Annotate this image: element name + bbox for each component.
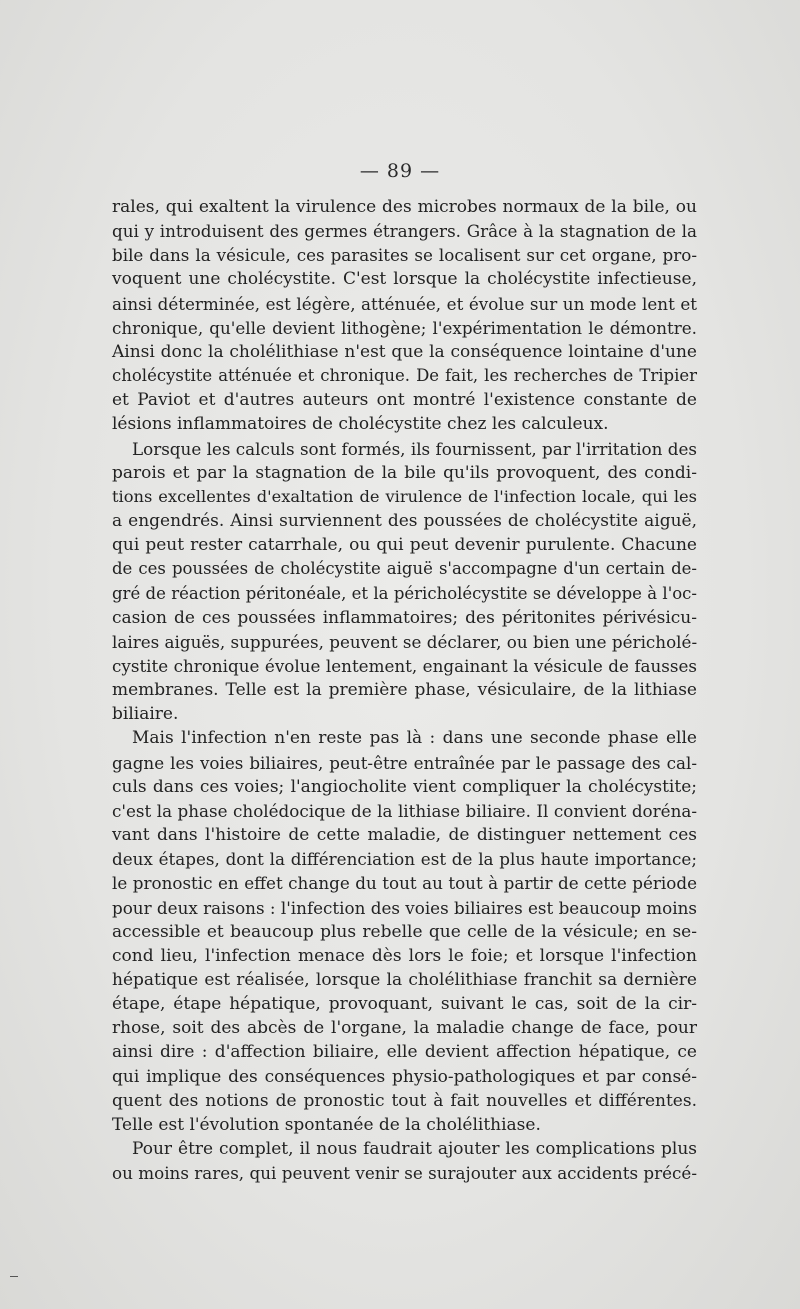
text-line: biliaire. [112,704,179,725]
text-line: cond lieu, l'infection menace dès lors le foie; et lorsque l'infection [112,945,697,966]
text-line: Lorsque les calculs sont formés, ils fournissent, par l'irritation des [132,438,697,459]
text-line: a engendrés. Ainsi surviennent des poussées de cholécystite aiguë, [112,511,697,532]
paragraph-2 [112,437,697,727]
text-line: tions excellentes d'exaltation de virulence de l'infection locale, qui les [112,486,697,506]
text-line: bile dans la vésicule, ces parasites se localisent sur cet organe, pro- [112,245,697,266]
text-line: ou moins rares, qui peuvent venir se surajouter aux accidents précé- [112,1163,697,1184]
text-line: ainsi dire : d'affection biliaire, elle devient affection hépatique, ce [112,1042,697,1063]
text-line: rhose, soit des abcès de l'organe, la maladie change de face, pour [112,1018,697,1039]
text-line: lésions inflammatoires de cholécystite chez les calculeux. [112,414,609,435]
text-line: étape, étape hépatique, provoquant, suivant le cas, soit de la cir- [112,994,697,1015]
text-line: casion de ces poussées inflammatoires; des péritonites périvésicu- [112,607,697,628]
text-line: cystite chronique évolue lentement, engainant la vésicule de fausses [112,655,697,676]
text-line: chronique, qu'elle devient lithogène; l'expérimentation le démontre. [112,317,697,338]
text-line: culs dans ces voies; l'angiocholite vient compliquer la cholécystite; [112,776,697,797]
text-line: parois et par la stagnation de la bile qu'ils provoquent, des condi- [112,462,697,483]
text-line: Ainsi donc la cholélithiase n'est que la conséquence lointaine d'une [112,341,697,362]
text-line: le pronostic en effet change du tout au tout à partir de cette période [112,873,697,894]
paragraph-1 [112,195,697,437]
text-line: gré de réaction péritonéale, et la péricholécystite se développe à l'oc- [112,583,697,603]
text-line: rales, qui exaltent la virulence des microbes normaux de la bile, ou [112,197,697,217]
text-line: cholécystite atténuée et chronique. De fait, les recherches de Tripier [112,366,697,386]
text-line: laires aiguës, suppurées, peuvent se déclarer, ou bien une péricholé- [112,631,698,652]
page-number: — 89 — [359,160,441,182]
text-line: gagne les voies biliaires, peut-être entraînée par le passage des cal- [112,752,697,773]
text-line: membranes. Telle est la première phase, vésiculaire, de la lithiase [112,680,697,701]
text-line: de ces poussées de cholécystite aiguë s'accompagne d'un certain de- [112,559,697,579]
text-line: qui peut rester catarrhale, ou qui peut devenir purulente. Chacune [112,535,697,556]
body-text [112,195,697,1185]
text-line: pour deux raisons : l'infection des voies biliaires est beaucoup moins [112,897,697,918]
margin-mark [10,1276,18,1277]
paragraph-3 [112,726,697,1137]
text-line: accessible et beaucoup plus rebelle que celle de la vésicule; en se- [112,921,697,942]
text-line: Pour être complet, il nous faudrait ajouter les complications plus [132,1139,697,1160]
text-line: quent des notions de pronostic tout à fait nouvelles et différentes. [112,1090,697,1111]
paragraph-4 [112,1137,697,1185]
text-line: vant dans l'histoire de cette maladie, de distinguer nettement ces [112,825,697,846]
text-line: qui y introduisent des germes étrangers. Grâce à la stagnation de la [112,221,697,242]
text-line: et Paviot et d'autres auteurs ont montré l'existence constante de [112,390,697,411]
text-line: voquent une cholécystite. C'est lorsque la cholécystite infectieuse, [112,269,697,290]
text-line: Telle est l'évolution spontanée de la cholélithiase. [112,1114,541,1135]
text-line: c'est la phase cholédocique de la lithiase biliaire. Il convient doréna- [112,800,697,821]
text-line: deux étapes, dont la différenciation est de la plus haute importance; [112,849,697,870]
text-line: hépatique est réalisée, lorsque la cholélithiase franchit sa dernière [112,970,697,990]
text-line: ainsi déterminée, est légère, atténuée, et évolue sur un mode lent et [112,293,697,314]
text-line: qui implique des conséquences physio-pathologiques et par consé- [112,1066,697,1087]
text-line: Mais l'infection n'en reste pas là : dans une seconde phase elle [132,728,697,749]
